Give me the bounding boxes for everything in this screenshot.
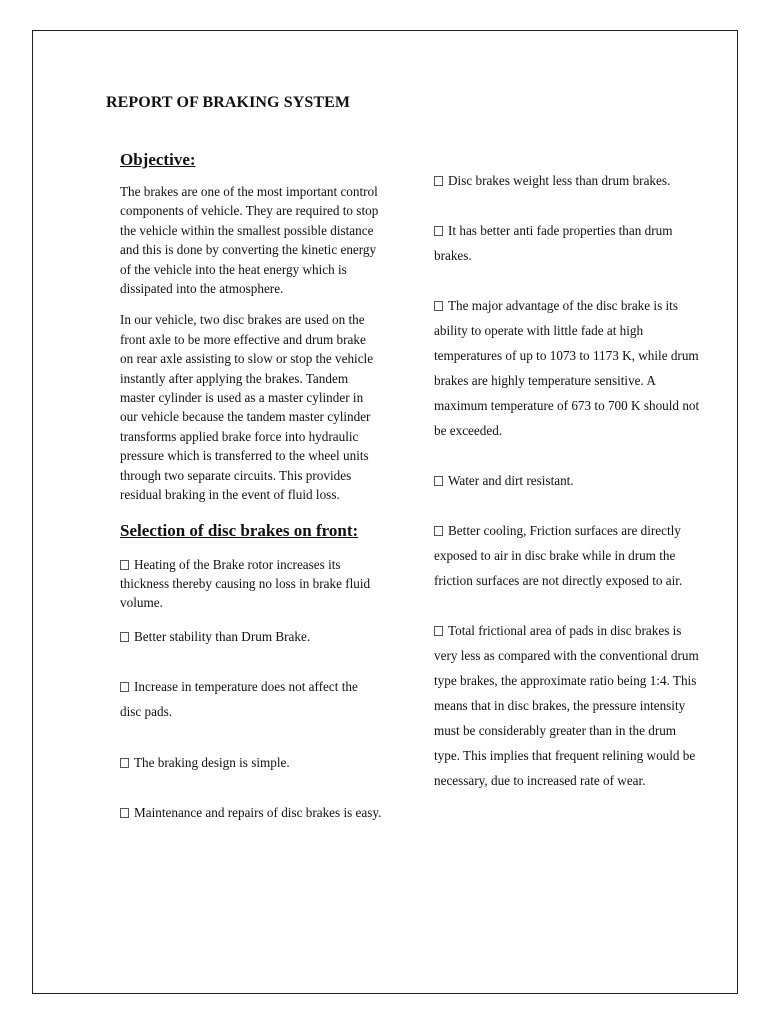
objective-paragraph-2: In our vehicle, two disc brakes are used on the front axle to be more effective and drum brake on rear axle assisting to slow or stop the vehicle instantly after applying the brakes. Tandem master cylinder is used as a master cylinder in our vehicle because the tandem master cylinder transforms applied brake force into hydraulic pressure which is transferred to the wheel units through two separate circuits. This provides residual braking in the event of fluid loss.: [120, 312, 374, 503]
list-item: Disc brakes weight less than drum brakes.: [434, 168, 702, 193]
list-item: Heating of the Brake rotor increases its thickness thereby causing no loss in brake fluid volume.: [120, 556, 371, 611]
bullet-box-icon: [434, 176, 443, 186]
selection-heading: Selection of disc brakes on front:: [120, 520, 359, 540]
bullet-box-icon: [434, 626, 443, 636]
bullet-box-icon: [120, 758, 129, 768]
list-item: It has better anti fade properties than drum brakes.: [434, 223, 673, 263]
objective-paragraph-1: The brakes are one of the most important control components of vehicle. They are required to stop the vehicle within the smallest possible distance and this is done by converting the kinetic energy of the vehicle into the heat energy which is dissipated into the atmosphere.: [120, 184, 379, 297]
bullet-box-icon: [120, 682, 129, 692]
list-item: Better stability than Drum Brake.: [120, 627, 382, 646]
bullet-box-icon: [120, 560, 129, 570]
list-item: The major advantage of the disc brake is its ability to operate with little fade at high temperatures of up to 1073 to 1173 K, while drum brakes are highly temperature sensitive. A maximum temperature of 673 to 700 K should not be exceeded.: [434, 298, 700, 438]
list-item: The braking design is simple.: [120, 750, 382, 775]
left-column: [120, 150, 382, 825]
bullet-box-icon: [434, 526, 443, 536]
list-item: Total frictional area of pads in disc brakes is very less as compared with the conventional drum type brakes, the approximate ratio being 1:4. This means that in disc brakes, the pressure intensity must be considerably greater than in the drum type. This implies that frequent relining would be necessary, due to increased rate of wear.: [434, 623, 699, 788]
bullet-box-icon: [120, 632, 129, 642]
list-item: Water and dirt resistant.: [434, 468, 702, 493]
list-item: Maintenance and repairs of disc brakes is easy.: [120, 800, 382, 825]
bullet-box-icon: [434, 301, 443, 311]
list-item: Increase in temperature does not affect the disc pads.: [120, 679, 358, 720]
document-title: REPORT OF BRAKING SYSTEM: [106, 94, 351, 111]
list-item: Better cooling, Friction surfaces are directly exposed to air in disc brake while in drum the friction surfaces are not directly exposed to air.: [434, 523, 683, 588]
objective-heading: Objective:: [120, 150, 196, 169]
bullet-box-icon: [120, 808, 129, 818]
right-column: [434, 168, 702, 793]
bullet-box-icon: [434, 476, 443, 486]
bullet-box-icon: [434, 226, 443, 236]
